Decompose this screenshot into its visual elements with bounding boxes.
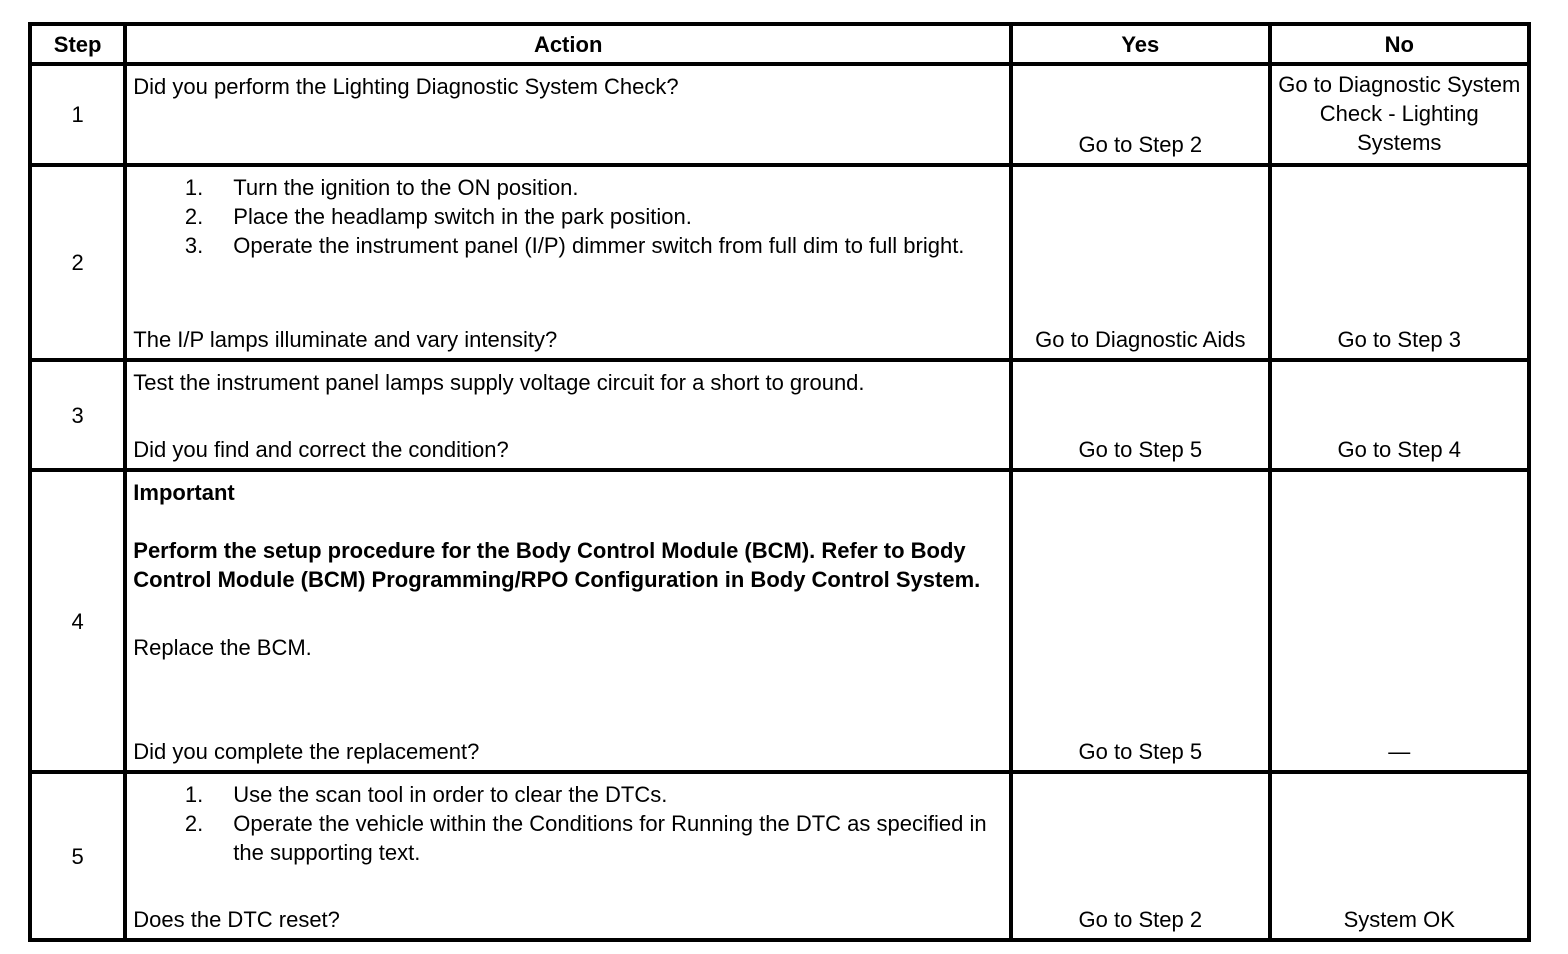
no-cell [1270, 470, 1529, 772]
action-cell [125, 64, 1011, 165]
list-number: 3. [184, 233, 204, 258]
important-label: Important [133, 480, 235, 505]
yes-result: Go to Step 5 [1078, 739, 1203, 764]
no-cell [1270, 772, 1529, 940]
action-cell [125, 470, 1011, 772]
header-step: Step [30, 24, 125, 64]
yes-cell [1011, 64, 1269, 165]
yes-result: Go to Step 2 [1078, 907, 1203, 932]
list-number: 2. [184, 811, 204, 836]
list-item [133, 780, 1003, 809]
header-row [30, 24, 1529, 64]
list-item [133, 231, 1003, 260]
yes-result: Go to Step 5 [1078, 437, 1203, 462]
table-row [30, 772, 1529, 940]
list-number: 1. [184, 175, 204, 200]
action-question: Does the DTC reset? [133, 907, 340, 932]
list-item [133, 173, 1003, 202]
diagnostic-table [28, 22, 1531, 942]
no-result: Go to Diagnostic System Check - Lighting Systems [1278, 72, 1521, 155]
list-text: Turn the ignition to the ON position. [233, 175, 579, 200]
step-number: 3 [30, 360, 125, 470]
action-steps-list [133, 780, 1003, 867]
table-row [30, 64, 1529, 165]
list-number: 1. [184, 782, 204, 807]
yes-result: Go to Step 2 [1078, 132, 1203, 157]
action-cell [125, 165, 1011, 360]
list-text: Operate the instrument panel (I/P) dimmer switch from full dim to full bright. [233, 233, 965, 258]
no-cell [1270, 360, 1529, 470]
no-cell [1270, 64, 1529, 165]
yes-result: Go to Diagnostic Aids [1035, 327, 1246, 352]
action-cell [125, 360, 1011, 470]
action-text: Test the instrument panel lamps supply voltage circuit for a short to ground. [133, 370, 865, 395]
yes-cell [1011, 360, 1269, 470]
list-item [133, 809, 1003, 867]
action-text: Did you perform the Lighting Diagnostic System Check? [133, 74, 679, 99]
no-result: — [1388, 739, 1411, 764]
table-row [30, 165, 1529, 360]
table-row [30, 360, 1529, 470]
action-steps-list [133, 173, 1003, 260]
header-action: Action [125, 24, 1011, 64]
action-question: Did you find and correct the condition? [133, 437, 509, 462]
no-result: System OK [1343, 907, 1455, 932]
yes-cell [1011, 165, 1269, 360]
action-text: Replace the BCM. [133, 635, 312, 660]
list-text: Use the scan tool in order to clear the DTCs. [233, 782, 668, 807]
list-text: Operate the vehicle within the Conditions for Running the DTC as specified in the supporting text. [233, 811, 987, 865]
table-row [30, 470, 1529, 772]
step-number: 4 [30, 470, 125, 772]
action-cell [125, 772, 1011, 940]
list-number: 2. [184, 204, 204, 229]
header-yes: Yes [1011, 24, 1269, 64]
step-number: 5 [30, 772, 125, 940]
important-text: Perform the setup procedure for the Body Control Module (BCM). Refer to Body Control Module (BCM) Programming/RPO Configuration in Body Control System. [133, 538, 981, 592]
step-number: 1 [30, 64, 125, 165]
step-number: 2 [30, 165, 125, 360]
action-question: Did you complete the replacement? [133, 739, 480, 764]
no-cell [1270, 165, 1529, 360]
header-no: No [1270, 24, 1529, 64]
action-question: The I/P lamps illuminate and vary intensity? [133, 327, 558, 352]
list-text: Place the headlamp switch in the park position. [233, 204, 692, 229]
no-result: Go to Step 4 [1337, 437, 1462, 462]
no-result: Go to Step 3 [1337, 327, 1462, 352]
yes-cell [1011, 772, 1269, 940]
yes-cell [1011, 470, 1269, 772]
list-item [133, 202, 1003, 231]
